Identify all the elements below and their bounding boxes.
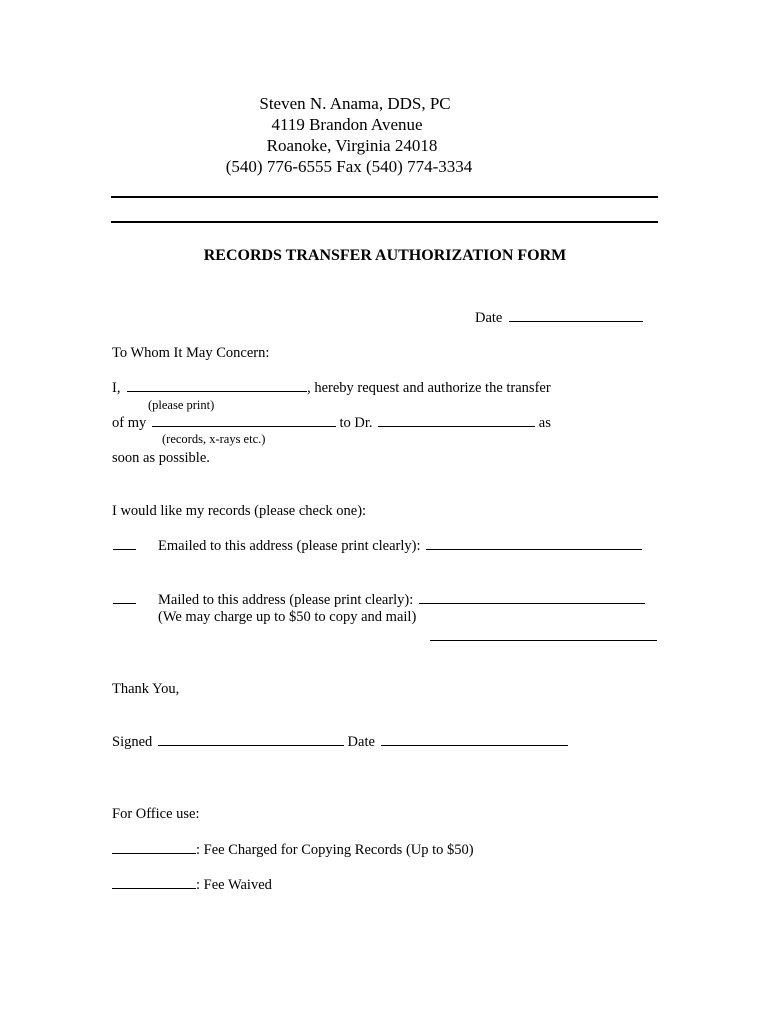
patient-name-field[interactable]	[127, 379, 307, 392]
records-hint: (records, x-rays etc.)	[162, 432, 266, 446]
fee-charged-field[interactable]	[112, 841, 196, 854]
i-label: I,	[112, 380, 121, 396]
email-option	[158, 537, 642, 555]
fee-waived-field[interactable]	[112, 876, 196, 889]
mail-checkbox[interactable]	[113, 591, 136, 604]
header-divider-bottom	[111, 221, 658, 223]
as-label: as	[538, 415, 551, 431]
request-line-1	[112, 379, 551, 397]
email-checkbox[interactable]	[113, 537, 136, 550]
office-use-heading: For Office use:	[112, 806, 200, 822]
soon-text: soon as possible.	[112, 450, 210, 466]
date-row	[475, 309, 643, 327]
date-field[interactable]	[509, 309, 643, 322]
form-title: RECORDS TRANSFER AUTHORIZATION FORM	[203, 247, 567, 264]
email-option-label: Emailed to this address (please print clearly):	[158, 538, 421, 554]
salutation: To Whom It May Concern:	[112, 345, 270, 361]
please-print-hint: (please print)	[148, 398, 215, 412]
doctor-name-field[interactable]	[378, 414, 535, 427]
letterhead-street: 4119 Brandon Avenue	[271, 115, 423, 134]
signature-field[interactable]	[158, 733, 344, 746]
signed-label: Signed	[112, 734, 153, 750]
signature-row	[112, 733, 568, 751]
records-type-field[interactable]	[152, 414, 336, 427]
to-dr-label: to Dr.	[339, 415, 373, 431]
date-label: Date	[475, 310, 503, 326]
letterhead-name: Steven N. Anama, DDS, PC	[259, 94, 451, 113]
mail-note: (We may charge up to $50 to copy and mail)	[158, 609, 417, 625]
header-divider-top	[111, 196, 658, 198]
thank-you: Thank You,	[112, 681, 180, 697]
letterhead-city: Roanoke, Virginia 24018	[266, 136, 438, 155]
request-line-2	[112, 414, 551, 432]
email-address-field[interactable]	[426, 537, 642, 550]
fee-charged-row	[112, 841, 474, 859]
authorize-text: , hereby request and authorize the transfer	[307, 380, 551, 396]
signed-date-label: Date	[347, 734, 375, 750]
fee-charged-label: : Fee Charged for Copying Records (Up to $50)	[196, 842, 474, 858]
fee-waived-row	[112, 876, 272, 894]
mail-option-label: Mailed to this address (please print clearly):	[158, 592, 414, 608]
mail-address-field-2[interactable]	[430, 640, 657, 641]
mail-option	[158, 591, 645, 609]
letterhead-phone-fax: (540) 776-6555 Fax (540) 774-3334	[225, 157, 473, 176]
of-my-label: of my	[112, 415, 147, 431]
fee-waived-label: : Fee Waived	[196, 877, 272, 893]
signed-date-field[interactable]	[381, 733, 568, 746]
preference-prompt: I would like my records (please check one):	[112, 503, 367, 519]
mail-address-field-1[interactable]	[419, 591, 645, 604]
